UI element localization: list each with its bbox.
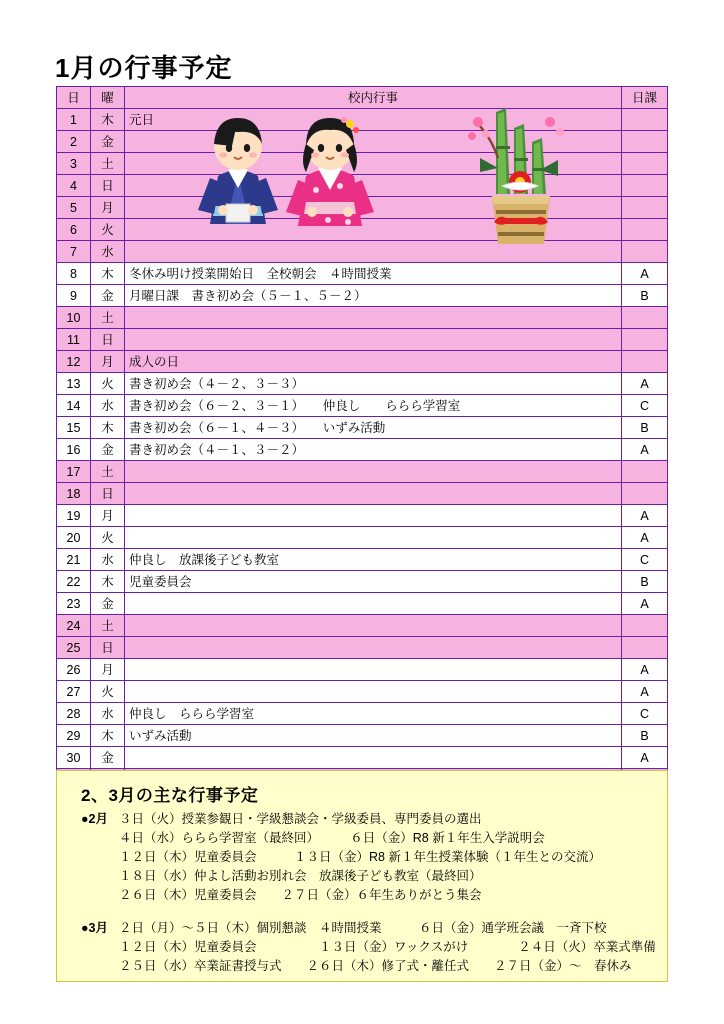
cell-weekday: 土 [91,615,125,637]
cell-event [125,307,622,329]
table-row [57,241,668,263]
cell-event: 児童委員会 [125,571,622,593]
cell-schedule [622,109,668,131]
cell-day: 27 [57,681,91,703]
cell-weekday: 水 [91,549,125,571]
cell-weekday: 木 [91,109,125,131]
cell-day: 1 [57,109,91,131]
cell-day: 18 [57,483,91,505]
cell-weekday: 月 [91,351,125,373]
table-row [57,593,668,615]
cell-event [125,461,622,483]
table-row [57,285,668,307]
cell-weekday: 金 [91,747,125,769]
cell-weekday: 木 [91,571,125,593]
cell-day: 11 [57,329,91,351]
cell-day: 25 [57,637,91,659]
february-line: ２６日（木）児童委員会 ２７日（金）６年生ありがとう集会 [119,888,482,902]
table-row [57,505,668,527]
cell-event: 成人の日 [125,351,622,373]
table-row [57,219,668,241]
cell-event [125,329,622,351]
monthly-schedule-table [56,86,668,791]
cell-weekday: 水 [91,241,125,263]
cell-event [125,197,622,219]
cell-schedule: A [622,439,668,461]
table-row [57,131,668,153]
cell-event [125,241,622,263]
table-row [57,527,668,549]
cell-schedule: B [622,417,668,439]
cell-day: 5 [57,197,91,219]
cell-weekday: 日 [91,329,125,351]
cell-event [125,527,622,549]
march-label: ●3月 [81,921,109,935]
cell-day: 12 [57,351,91,373]
cell-event [125,219,622,241]
cell-weekday: 金 [91,285,125,307]
table-row [57,659,668,681]
cell-day: 8 [57,263,91,285]
march-line: ２５日（水）卒業証書授与式 ２６日（木）修了式・離任式 ２７日（金）～ 春休み [119,959,632,973]
cell-day: 13 [57,373,91,395]
cell-event [125,505,622,527]
cell-event [125,131,622,153]
table-row [57,549,668,571]
march-line: ２日（月）～５日（木）個別懇談 ４時間授業 ６日（金）通学班会議 一斉下校 [119,921,607,935]
table-row [57,571,668,593]
february-events-group [57,810,667,905]
column-header-schedule: 日課 [622,87,668,109]
march-line: １２日（木）児童委員会 １３日（金）ワックスがけ ２４日（火）卒業式準備 [119,940,656,954]
cell-weekday: 水 [91,703,125,725]
cell-weekday: 月 [91,659,125,681]
cell-schedule: A [622,263,668,285]
cell-schedule [622,461,668,483]
cell-weekday: 火 [91,219,125,241]
table-row [57,439,668,461]
table-row [57,197,668,219]
cell-weekday: 火 [91,527,125,549]
cell-day: 22 [57,571,91,593]
cell-event [125,637,622,659]
cell-day: 6 [57,219,91,241]
cell-event: 冬休み明け授業開始日 全校朝会 ４時間授業 [125,263,622,285]
cell-weekday: 木 [91,263,125,285]
cell-weekday: 月 [91,505,125,527]
cell-schedule [622,241,668,263]
table-row [57,351,668,373]
cell-event: 書き初め会（４－１、３－２） [125,439,622,461]
cell-day: 9 [57,285,91,307]
table-row [57,329,668,351]
cell-schedule [622,307,668,329]
cell-event [125,681,622,703]
table-row [57,417,668,439]
cell-schedule: B [622,725,668,747]
cell-weekday: 木 [91,417,125,439]
cell-schedule: A [622,659,668,681]
cell-weekday: 火 [91,681,125,703]
cell-schedule [622,175,668,197]
cell-schedule: C [622,395,668,417]
cell-schedule [622,329,668,351]
cell-day: 28 [57,703,91,725]
cell-weekday: 金 [91,439,125,461]
february-row [57,810,667,905]
cell-weekday: 金 [91,593,125,615]
cell-event [125,747,622,769]
cell-day: 29 [57,725,91,747]
cell-event [125,483,622,505]
cell-day: 20 [57,527,91,549]
cell-schedule [622,153,668,175]
cell-weekday: 火 [91,373,125,395]
cell-schedule: A [622,373,668,395]
cell-schedule: A [622,681,668,703]
february-lines [119,810,667,905]
table-row [57,637,668,659]
table-row [57,395,668,417]
column-header-event: 校内行事 [125,87,622,109]
table-row [57,703,668,725]
cell-event: 書き初め会（４－２、３－３） [125,373,622,395]
february-label: ●2月 [81,812,109,826]
cell-day: 7 [57,241,91,263]
cell-event [125,659,622,681]
cell-day: 26 [57,659,91,681]
cell-day: 14 [57,395,91,417]
cell-event [125,175,622,197]
table-row [57,483,668,505]
table-row [57,373,668,395]
cell-weekday: 土 [91,461,125,483]
cell-schedule: A [622,747,668,769]
table-header [57,87,668,109]
column-header-weekday: 曜 [91,87,125,109]
cell-schedule: A [622,593,668,615]
cell-event [125,593,622,615]
cell-weekday: 日 [91,175,125,197]
cell-day: 10 [57,307,91,329]
february-line: ４日（水）ららら学習室（最終回） ６日（金）R8 新１年生入学説明会 [119,831,545,845]
table-header-row [57,87,668,109]
table-row [57,153,668,175]
page-title: 1月の行事予定 [55,53,233,83]
cell-day: 15 [57,417,91,439]
cell-day: 4 [57,175,91,197]
cell-schedule: C [622,549,668,571]
cell-weekday: 金 [91,131,125,153]
upcoming-events-title: 2、3月の主な行事予定 [81,786,259,805]
cell-weekday: 土 [91,307,125,329]
cell-schedule [622,219,668,241]
cell-schedule [622,197,668,219]
cell-weekday: 木 [91,725,125,747]
cell-schedule [622,351,668,373]
table-row [57,725,668,747]
cell-weekday: 土 [91,153,125,175]
cell-schedule [622,615,668,637]
cell-event [125,615,622,637]
cell-event: 仲良し ららら学習室 [125,703,622,725]
table-row [57,615,668,637]
cell-schedule: A [622,527,668,549]
table-row [57,307,668,329]
march-lines [119,919,667,976]
cell-day: 21 [57,549,91,571]
cell-event: いずみ活動 [125,725,622,747]
february-line: １２日（木）児童委員会 １３日（金）R8 新１年生授業体験（１年生との交流） [119,850,601,864]
cell-schedule: B [622,285,668,307]
cell-day: 30 [57,747,91,769]
cell-event [125,153,622,175]
upcoming-events-box [56,770,668,982]
cell-day: 24 [57,615,91,637]
cell-day: 17 [57,461,91,483]
cell-day: 16 [57,439,91,461]
cell-event: 仲良し 放課後子ども教室 [125,549,622,571]
cell-weekday: 日 [91,637,125,659]
cell-weekday: 水 [91,395,125,417]
table-row [57,109,668,131]
cell-schedule [622,131,668,153]
column-header-day: 日 [57,87,91,109]
cell-event: 書き初め会（６－１、４－３） いずみ活動 [125,417,622,439]
table-row [57,263,668,285]
table-body [57,109,668,791]
cell-event: 元日 [125,109,622,131]
cell-event: 書き初め会（６－２、３－１） 仲良し ららら学習室 [125,395,622,417]
cell-day: 2 [57,131,91,153]
cell-schedule: A [622,505,668,527]
march-row [57,919,667,976]
march-events-group [57,919,667,976]
february-line: ３日（火）授業参観日・学級懇談会・学級委員、専門委員の選出 [119,812,482,826]
cell-day: 19 [57,505,91,527]
cell-day: 23 [57,593,91,615]
cell-schedule [622,637,668,659]
cell-schedule [622,483,668,505]
table-row [57,175,668,197]
group-spacer [57,905,667,915]
cell-schedule: B [622,571,668,593]
cell-schedule: C [622,703,668,725]
cell-weekday: 月 [91,197,125,219]
february-line: １８日（水）仲よし活動お別れ会 放課後子ども教室（最終回） [119,869,482,883]
cell-day: 3 [57,153,91,175]
cell-event: 月曜日課 書き初め会（５－１、５－２） [125,285,622,307]
table-row [57,681,668,703]
table-row [57,461,668,483]
cell-weekday: 日 [91,483,125,505]
table-row [57,747,668,769]
